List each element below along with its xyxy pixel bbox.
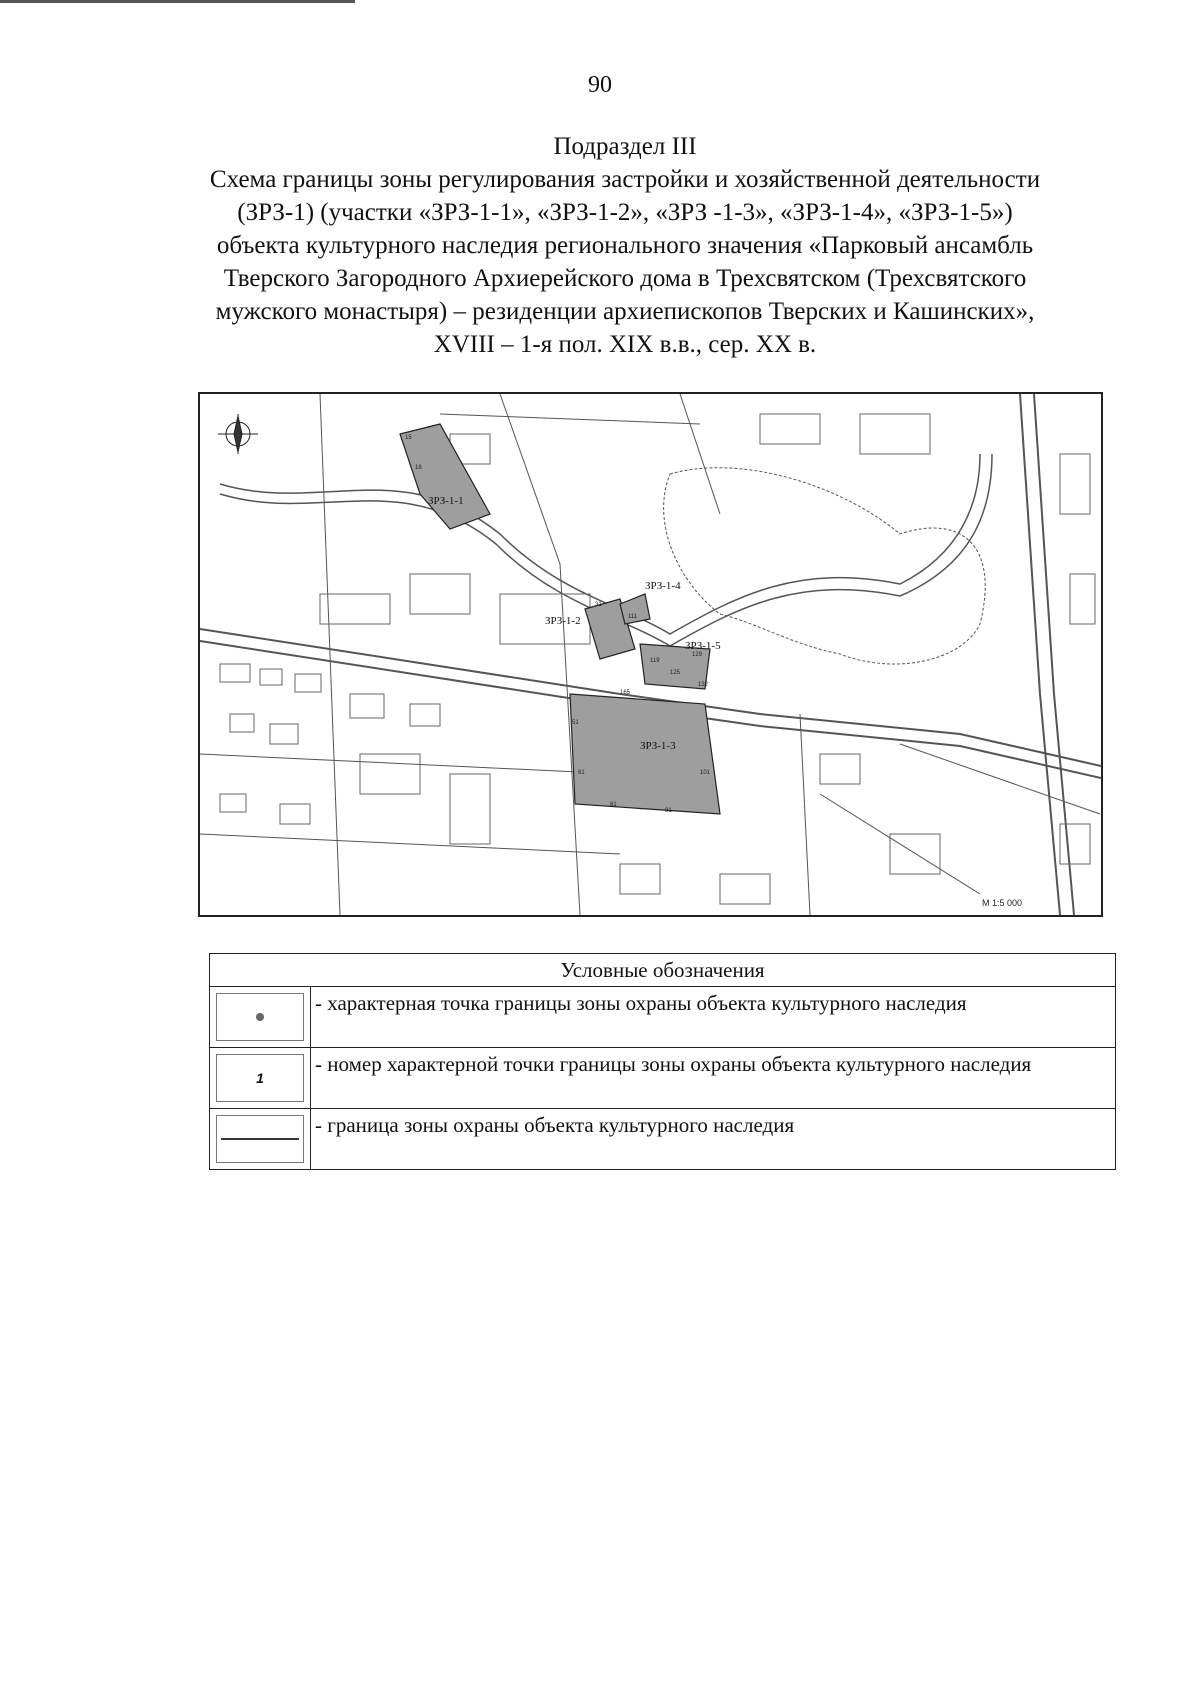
scan-edge-line xyxy=(0,0,355,3)
legend-description: - характерная точка границы зоны охраны объекта культурного наследия xyxy=(311,987,1116,1048)
line-icon xyxy=(221,1138,299,1140)
heading-line: (ЗРЗ-1) (участки «ЗРЗ-1-1», «ЗРЗ-1-2», «ЗРЗ -1-3», «ЗРЗ-1-4», «ЗРЗ-1-5») xyxy=(237,199,1013,226)
dot-icon xyxy=(256,1013,264,1021)
point-number: 31 xyxy=(595,602,602,608)
zone-label: ЗРЗ-1-3 xyxy=(640,740,676,752)
heading-line: XVIII – 1-я пол. XIX в.в., сер. XX в. xyxy=(433,331,817,358)
point-number: 165 xyxy=(620,690,631,696)
legend-row xyxy=(210,1048,1116,1109)
heading-line: Тверского Загородного Архиерейского дома в Трехсвятском (Трехсвятского xyxy=(223,265,1027,292)
zone-label: ЗРЗ-1-5 xyxy=(685,640,721,652)
point-number: 125 xyxy=(670,670,681,676)
heading-line: мужского монастыря) – резиденции архиепископов Тверских и Кашинских», xyxy=(215,298,1035,325)
legend-symbol-cell xyxy=(210,987,311,1048)
point-number: 101 xyxy=(700,770,711,776)
legend-row xyxy=(210,987,1116,1048)
point-number: 129 xyxy=(692,652,703,658)
page-number: 90 xyxy=(588,72,612,98)
legend-description: - номер характерной точки границы зоны охраны объекта культурного наследия xyxy=(311,1048,1116,1109)
point-number: 51 xyxy=(572,720,579,726)
point-number-symbol: 1 xyxy=(256,1070,264,1086)
map-scale: М 1:5 000 xyxy=(982,898,1023,908)
zone-map xyxy=(198,392,1103,917)
heading-line: объекта культурного наследия регионального значения «Парковый ансамбль xyxy=(216,232,1034,259)
legend-symbol-cell xyxy=(210,1109,311,1170)
point-number: 119 xyxy=(650,658,660,664)
zone-label: ЗРЗ-1-1 xyxy=(428,495,464,507)
point-number: 18 xyxy=(415,465,422,471)
point-number: 15 xyxy=(405,435,412,441)
legend-row xyxy=(210,1109,1116,1170)
legend-symbol-cell xyxy=(210,1048,311,1109)
legend-table xyxy=(209,953,1116,1170)
legend-title: Условные обозначения xyxy=(210,954,1116,987)
heading-line: Схема границы зоны регулирования застройки и хозяйственной деятельности xyxy=(209,166,1041,193)
heading-line: Подраздел III xyxy=(553,133,697,160)
compass-rose-icon xyxy=(218,414,258,454)
point-number: 132 xyxy=(698,682,709,688)
point-number: 111 xyxy=(628,614,638,620)
zone-label: ЗРЗ-1-2 xyxy=(545,615,581,627)
map-drawing xyxy=(200,394,1101,915)
point-number: 61 xyxy=(578,770,585,776)
legend-description: - граница зоны охраны объекта культурного наследия xyxy=(311,1109,1116,1170)
document-heading xyxy=(150,130,1100,361)
point-number: 91 xyxy=(665,808,672,814)
zone-label: ЗРЗ-1-4 xyxy=(645,580,681,592)
point-number: 81 xyxy=(610,802,617,808)
